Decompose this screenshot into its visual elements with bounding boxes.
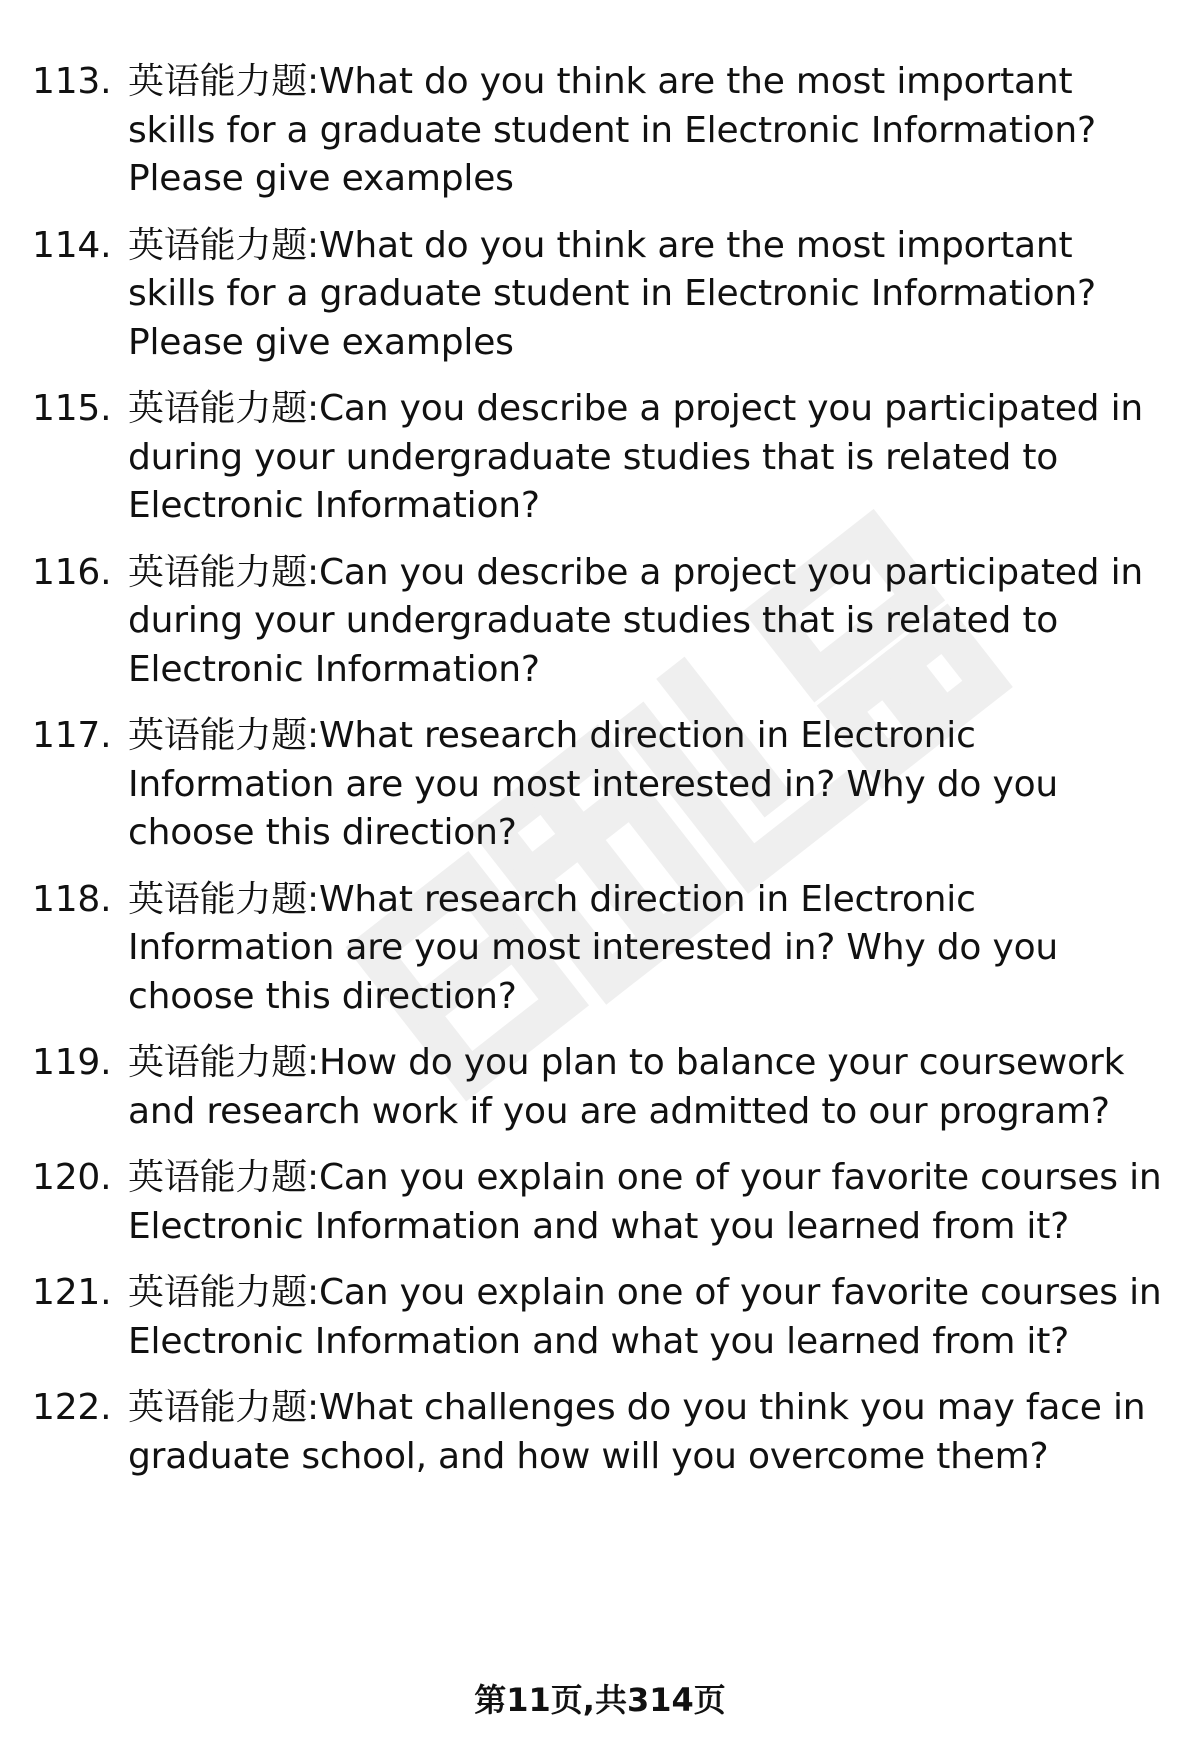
question-text: How do you plan to balance your coursework bbox=[318, 1042, 1125, 1083]
question-tag-separator: : bbox=[307, 224, 319, 266]
question-category-tag: 英语能力题 bbox=[128, 224, 308, 266]
question-category-tag: 英语能力题 bbox=[128, 551, 308, 593]
question-first-line bbox=[128, 876, 1160, 925]
question-number: 119. bbox=[32, 1042, 112, 1083]
question-number: 120. bbox=[32, 1157, 112, 1198]
question-first-line bbox=[128, 549, 1160, 598]
question-number: 118. bbox=[32, 878, 112, 920]
question-text-line: graduate school, and how will you overcome them? bbox=[128, 1435, 1049, 1477]
question-item bbox=[0, 876, 1200, 1022]
question-number: 117. bbox=[32, 715, 112, 756]
question-category-tag: 英语能力题 bbox=[128, 1157, 308, 1198]
question-text: Can you explain one of your favorite courses in bbox=[318, 1157, 1162, 1198]
question-category-tag: 英语能力题 bbox=[128, 61, 308, 102]
question-item bbox=[0, 1039, 1200, 1136]
question-item bbox=[0, 549, 1200, 695]
question-number: 116. bbox=[32, 551, 112, 593]
question-text-line: skills for a graduate student in Electronic Information? bbox=[128, 109, 1096, 151]
question-first-line bbox=[128, 1154, 1160, 1203]
question-tag-separator: : bbox=[307, 61, 319, 102]
question-text-line: during your undergraduate studies that is related to bbox=[128, 436, 1059, 478]
question-text-line: during your undergraduate studies that is related to bbox=[128, 600, 1059, 641]
question-first-line bbox=[128, 1384, 1160, 1433]
question-item bbox=[0, 385, 1200, 531]
question-category-tag: 英语能力题 bbox=[128, 388, 308, 429]
question-category-tag: 英语能力题 bbox=[128, 1387, 308, 1428]
question-first-line bbox=[128, 385, 1160, 434]
question-text-line: Information are you most interested in? Why do you bbox=[128, 927, 1059, 968]
question-text: What do you think are the most important bbox=[318, 61, 1073, 102]
question-category-tag: 英语能力题 bbox=[128, 715, 308, 756]
question-text: Can you explain one of your favorite courses in bbox=[318, 1272, 1162, 1313]
question-category-tag: 英语能力题 bbox=[128, 1042, 308, 1083]
question-tag-separator: : bbox=[307, 551, 319, 593]
question-text-line: Electronic Information? bbox=[128, 485, 540, 526]
question-item bbox=[0, 1269, 1200, 1366]
question-text-line: Please give examples bbox=[128, 158, 514, 199]
question-text-line: skills for a graduate student in Electronic Information? bbox=[128, 273, 1096, 314]
question-first-line bbox=[128, 1269, 1160, 1318]
question-text-line: Electronic Information? bbox=[128, 648, 540, 690]
question-number: 121. bbox=[32, 1272, 112, 1313]
question-category-tag: 英语能力题 bbox=[128, 878, 308, 920]
question-item bbox=[0, 1384, 1200, 1481]
question-text: Can you describe a project you participated in bbox=[318, 388, 1143, 429]
question-text: What challenges do you think you may face in bbox=[318, 1387, 1146, 1428]
question-text-line: choose this direction? bbox=[128, 812, 517, 853]
question-text-line: Electronic Information and what you learned from it? bbox=[128, 1320, 1070, 1362]
page-number: 第11页,共314页 bbox=[474, 1681, 726, 1719]
question-text: What research direction in Electronic bbox=[318, 878, 976, 920]
question-item bbox=[0, 712, 1200, 858]
question-text-line: Please give examples bbox=[128, 321, 514, 363]
question-tag-separator: : bbox=[307, 1272, 319, 1313]
question-tag-separator: : bbox=[307, 1157, 319, 1198]
question-text-line: and research work if you are admitted to our program? bbox=[128, 1090, 1110, 1132]
question-number: 114. bbox=[32, 224, 112, 266]
question-text-line: Electronic Information and what you learned from it? bbox=[128, 1205, 1070, 1247]
question-tag-separator: : bbox=[307, 388, 319, 429]
question-text: What research direction in Electronic bbox=[318, 715, 976, 756]
question-category-tag: 英语能力题 bbox=[128, 1272, 308, 1313]
question-text: What do you think are the most important bbox=[318, 224, 1073, 266]
question-tag-separator: : bbox=[307, 878, 319, 920]
question-tag-separator: : bbox=[307, 1042, 319, 1083]
question-text-line: choose this direction? bbox=[128, 975, 517, 1017]
question-first-line bbox=[128, 712, 1160, 761]
question-first-line bbox=[128, 1039, 1160, 1088]
question-list bbox=[0, 58, 1200, 1481]
question-item bbox=[0, 222, 1200, 368]
question-first-line bbox=[128, 222, 1160, 271]
question-number: 113. bbox=[32, 61, 112, 102]
question-text: Can you describe a project you participated in bbox=[318, 551, 1143, 593]
question-number: 115. bbox=[32, 388, 112, 429]
question-item bbox=[0, 58, 1200, 204]
question-tag-separator: : bbox=[307, 1387, 319, 1428]
question-text-line: Information are you most interested in? Why do you bbox=[128, 763, 1059, 805]
question-item bbox=[0, 1154, 1200, 1251]
question-tag-separator: : bbox=[307, 715, 319, 756]
question-first-line bbox=[128, 58, 1160, 107]
question-number: 122. bbox=[32, 1387, 112, 1428]
